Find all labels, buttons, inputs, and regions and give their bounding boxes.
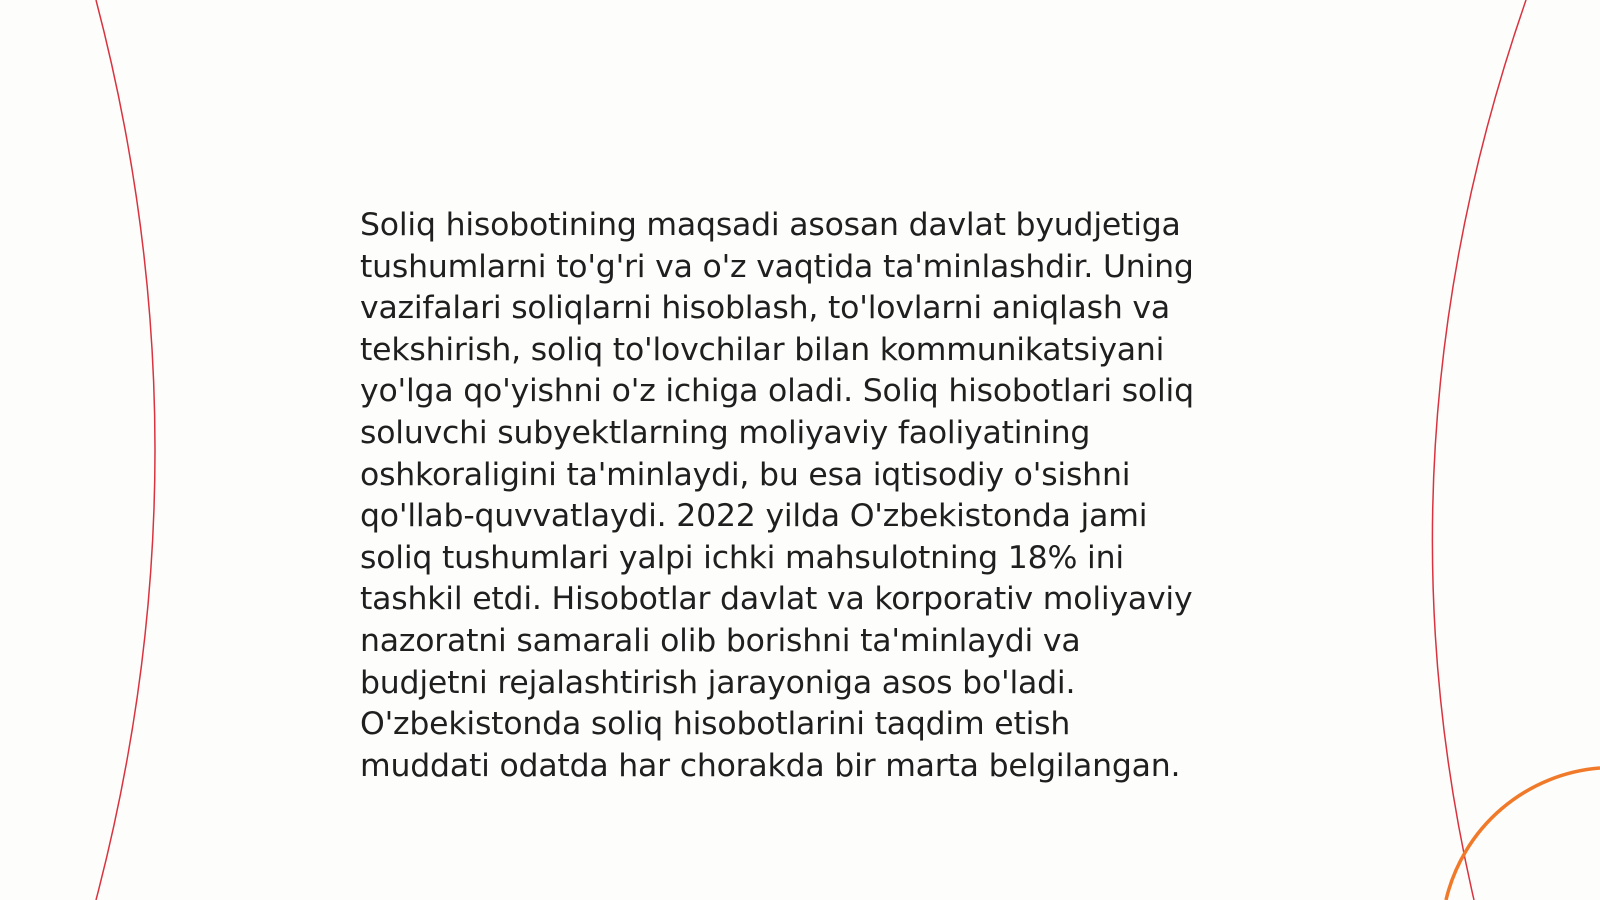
paragraph-line: qo'llab-quvvatlaydi. 2022 yilda O'zbekistonda jami xyxy=(360,498,1148,535)
paragraph-line: oshkoraligini ta'minlaydi, bu esa iqtisodiy o'sishni xyxy=(360,456,1131,493)
paragraph-line: muddati odatda har chorakda bir marta belgilangan. xyxy=(360,747,1181,784)
paragraph-line: Soliq hisobotining maqsadi asosan davlat byudjetiga xyxy=(360,207,1181,243)
paragraph-line: tashkil etdi. Hisobotlar davlat va korporativ moliyaviy xyxy=(360,581,1193,618)
paragraph-line: yo'lga qo'yishni o'z ichiga oladi. Soliq hisobotlari soliq xyxy=(360,373,1194,410)
paragraph-line: tushumlarni to'g'ri va o'z vaqtida ta'minlashdir. Uning xyxy=(360,248,1194,285)
paragraph-line: nazoratni samarali olib borishni ta'minlaydi va xyxy=(360,622,1081,659)
paragraph-line: soliq tushumlari yalpi ichki mahsulotning 18% ini xyxy=(360,539,1124,576)
paragraph-line: vazifalari soliqlarni hisoblash, to'lovlarni aniqlash va xyxy=(360,290,1170,327)
paragraph-line: O'zbekistonda soliq hisobotlarini taqdim etish xyxy=(360,706,1071,743)
paragraph-line: soluvchi subyektlarning moliyaviy faoliyatining xyxy=(360,414,1091,451)
paragraph-line: budjetni rejalashtirish jarayoniga asos bo'ladi. xyxy=(360,664,1076,701)
body-paragraph xyxy=(360,205,1240,787)
paragraph-line: tekshirish, soliq to'lovchilar bilan kommunikatsiyani xyxy=(360,331,1165,368)
left-curve-line xyxy=(96,0,155,900)
right-curve-line xyxy=(1432,0,1526,900)
